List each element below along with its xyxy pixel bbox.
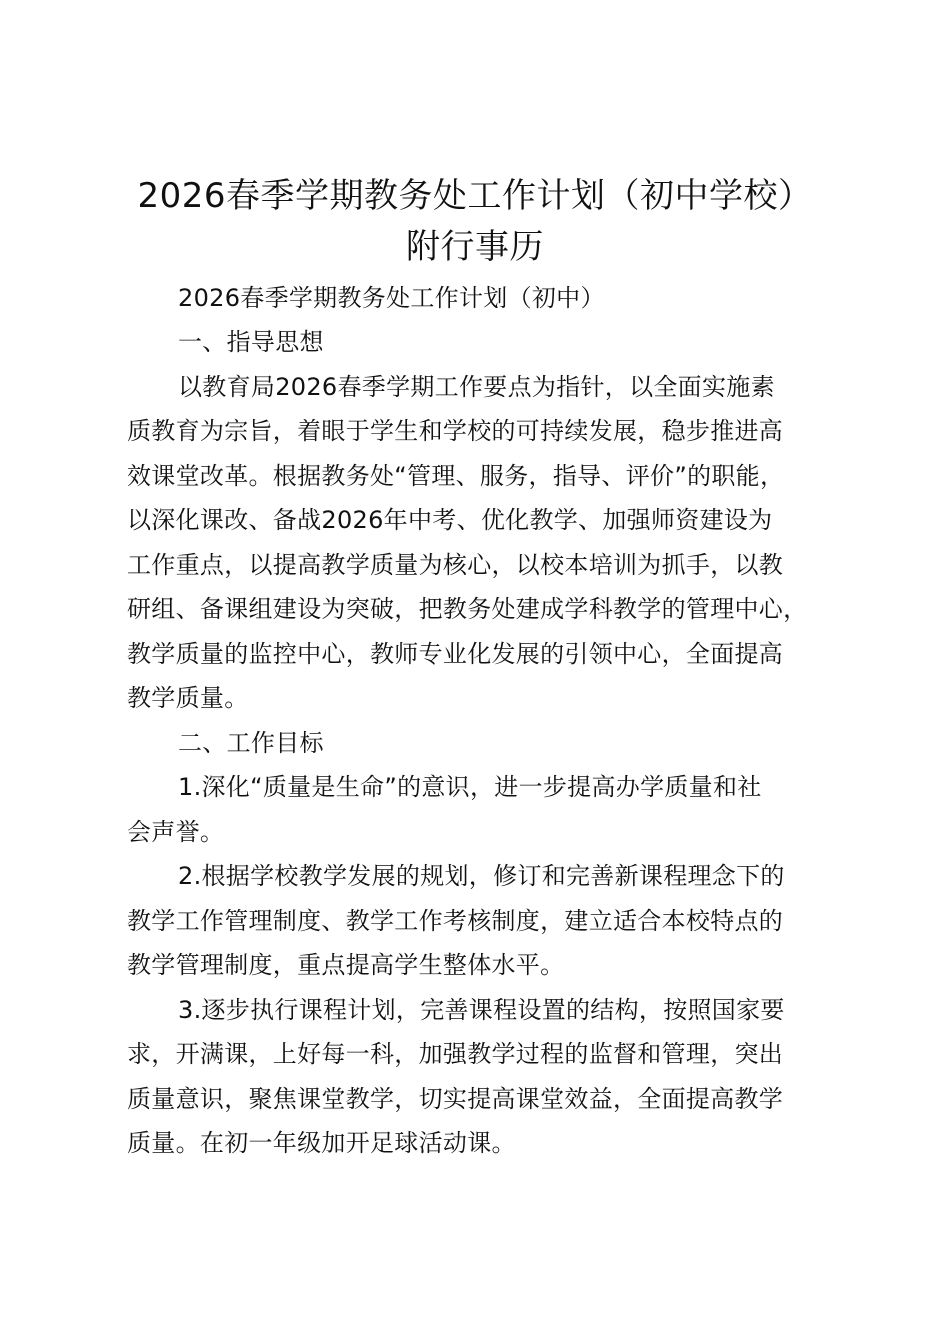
- paragraph-line: 教学质量的监控中心，教师专业化发展的引领中心，全面提高: [127, 640, 784, 668]
- goal-item-line: 质量。在初一年级加开足球活动课。: [127, 1129, 516, 1157]
- paragraph-line: 研组、备课组建设为突破，把教务处建成学科教学的管理中心，: [127, 595, 808, 623]
- paragraph-line: 效课堂改革。根据教务处“管理、服务，指导、评价”的职能，: [127, 462, 785, 490]
- goal-item-line: 1.深化“质量是生命”的意识，进一步提高办学质量和社: [178, 773, 762, 801]
- paragraph-line: 以深化课改、备战2026年中考、优化教学、加强师资建设为: [127, 506, 773, 534]
- section-heading-guiding-ideology: 一、指导思想: [178, 328, 324, 356]
- document-title: 2026春季学期教务处工作计划（初中学校）: [137, 176, 813, 216]
- paragraph-line: 质教育为宗旨，着眼于学生和学校的可持续发展，稳步推进高: [127, 417, 784, 445]
- goal-item-line: 3.逐步执行课程计划，完善课程设置的结构，按照国家要: [178, 996, 785, 1024]
- goal-item-line: 质量意识，聚焦课堂教学，切实提高课堂效益，全面提高教学: [127, 1085, 784, 1113]
- paragraph-line: 工作重点，以提高教学质量为核心，以校本培训为抓手，以教: [127, 551, 784, 579]
- goal-item-line: 教学工作管理制度、教学工作考核制度，建立适合本校特点的: [127, 907, 784, 935]
- paragraph-line: 以教育局2026春季学期工作要点为指针，以全面实施素: [178, 373, 775, 401]
- goal-item-line: 教学管理制度，重点提高学生整体水平。: [127, 951, 565, 979]
- section-heading-work-goals: 二、工作目标: [178, 729, 324, 757]
- goal-item-line: 求，开满课，上好每一科，加强教学过程的监督和管理，突出: [127, 1040, 784, 1068]
- document-subtitle: 2026春季学期教务处工作计划（初中）: [178, 284, 605, 312]
- goal-item-line: 2.根据学校教学发展的规划，修订和完善新课程理念下的: [178, 862, 785, 890]
- goal-item-line: 会声誉。: [127, 818, 225, 846]
- paragraph-line: 教学质量。: [127, 684, 249, 712]
- document-title-subline: 附行事历: [406, 227, 544, 267]
